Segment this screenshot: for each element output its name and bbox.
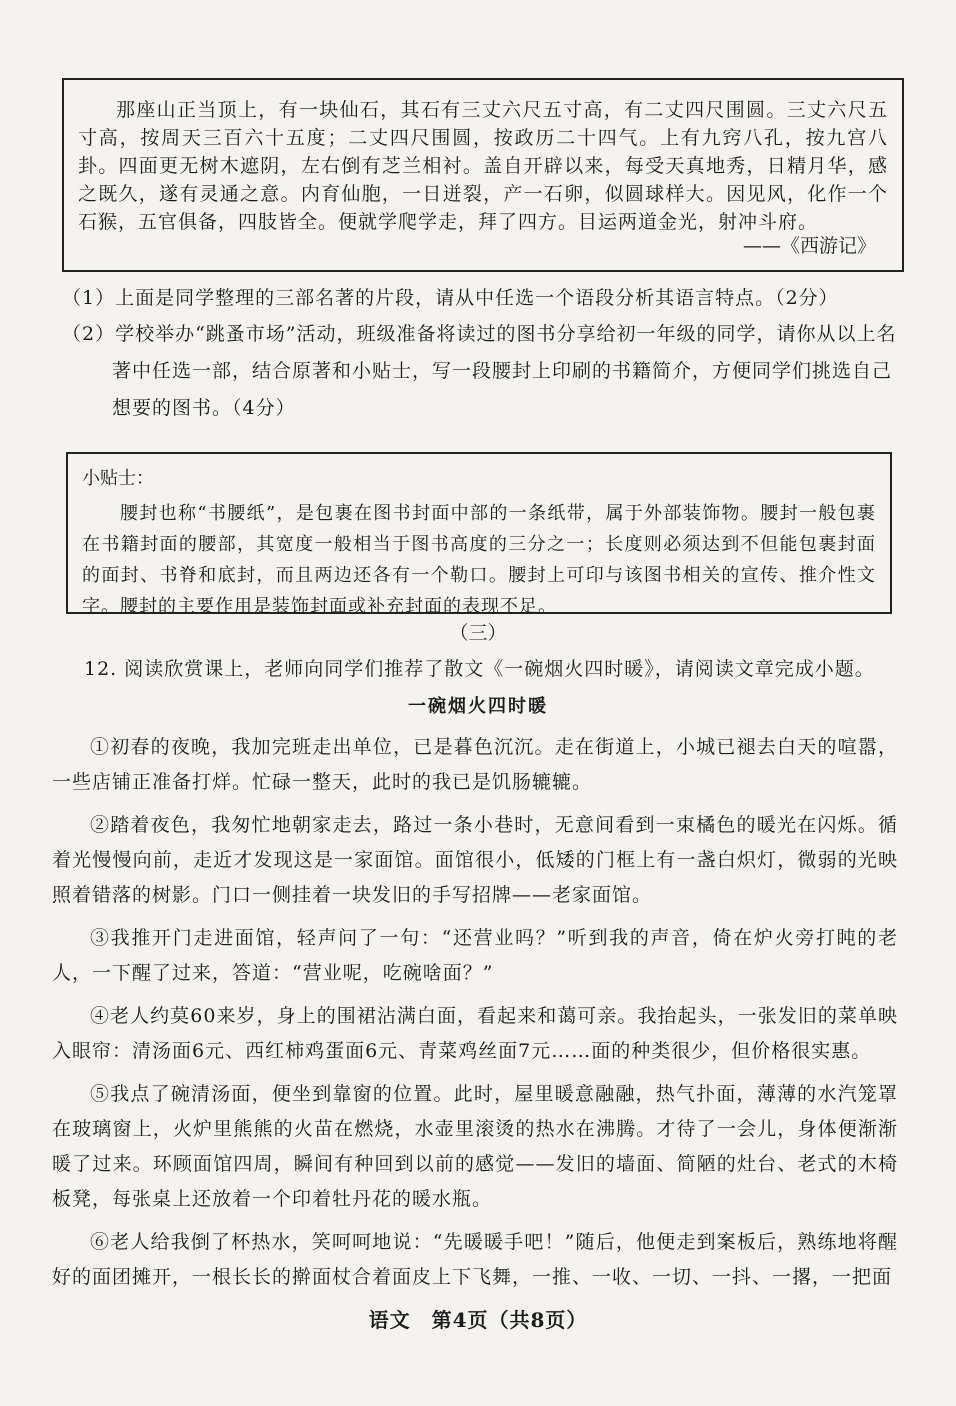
question-1: （1）上面是同学整理的三部名著的片段，请从中任选一个语段分析其语言特点。（2分）	[62, 287, 839, 309]
article-paragraph-2: ②踏着夜色，我匆忙地朝家走去，路过一条小巷时，无意间看到一束橘色的暖光在闪烁。循着光慢慢向前，走近才发现这是一家面馆。面馆很小，低矮的门框上有一盏白炽灯，微弱的光映照着错落的树影。门口一侧挂着一块发旧的手写招牌——老家面馆。	[52, 814, 898, 906]
passage-text: 那座山正当顶上，有一块仙石，其石有三丈六尺五寸高，有二丈四尺围圆。三丈六尺五寸高，按周天三百六十五度；二丈四尺围圆，按政历二十四气。上有九窍八孔，按九宫八卦。四面更无树木遮阴，左右倒有芝兰相衬。盖自开辟以来，每受天真地秀，日精月华，感之既久，遂有灵通之意。内育仙胞，一日迸裂，产一石卵，似圆球样大。因见风，化作一个石猴，五官俱备，四肢皆全。便就学爬学走，拜了四方。目运两道金光，射冲斗府。	[78, 99, 888, 233]
page-footer: 语文 第4页（共8页）	[368, 1308, 588, 1332]
article-paragraph-5: ⑤我点了碗清汤面，便坐到靠窗的位置。此时，屋里暖意融融，热气扑面，薄薄的水汽笼罩在玻璃窗上，火炉里熊熊的火苗在燃烧，水壶里滚烫的热水在沸腾。才待了一会儿，身体便渐渐暖了过来。环顾面馆四周，瞬间有种回到以前的感觉——发旧的墙面、简陋的灶台、老式的木椅板凳，每张桌上还放着一个印着牡丹花的暖水瓶。	[52, 1083, 898, 1210]
question-12-intro: 12. 阅读欣赏课上，老师向同学们推荐了散文《一碗烟火四时暖》，请阅读文章完成小题。	[84, 658, 875, 680]
tip-title: 小贴士：	[82, 468, 154, 489]
question-2: （2）学校举办“跳蚤市场”活动，班级准备将读过的图书分享给初一年级的同学，请你从以上名著中任选一部，结合原著和小贴士，写一段腰封上印刷的书籍简介，方便同学们挑选自己想要的图书。（4分）	[62, 323, 897, 419]
article-title: 一碗烟火四时暖	[408, 696, 548, 717]
section-label: （三）	[449, 622, 507, 644]
article-paragraph-1: ①初春的夜晚，我加完班走出单位，已是暮色沉沉。走在街道上，小城已褪去白天的喧嚣，一些店铺正准备打烊。忙碌一整天，此时的我已是饥肠辘辘。	[52, 736, 898, 793]
article-paragraph-4: ④老人约莫60来岁，身上的围裙沾满白面，看起来和蔼可亲。我抬起头，一张发旧的菜单映入眼帘：清汤面6元、西红柿鸡蛋面6元、青菜鸡丝面7元……面的种类很少，但价格很实惠。	[52, 1005, 898, 1062]
article-paragraph-6: ⑥老人给我倒了杯热水，笑呵呵地说：“先暖暖手吧！”随后，他便走到案板后，熟练地将醒好的面团摊开，一根长长的擀面杖合着面皮上下飞舞，一推、一收、一切、一抖、一撂，一把面	[52, 1231, 898, 1288]
passage-box	[62, 78, 904, 272]
tip-box	[66, 452, 892, 617]
tip-text: 腰封也称“书腰纸”，是包裹在图书封面中部的一条纸带，属于外部装饰物。腰封一般包裹在书籍封面的腰部，其宽度一般相当于图书高度的三分之一；长度则必须达到不但能包裹封面的面封、书脊和底封，而且两边还各有一个勒口。腰封上可印与该图书相关的宣传、推介性文字。腰封的主要作用是装饰封面或补充封面的表现不足。	[82, 503, 876, 617]
passage-source: ——《西游记》	[742, 235, 876, 257]
article-paragraph-3: ③我推开门走进面馆，轻声问了一句：“还营业吗？”听到我的声音，倚在炉火旁打盹的老人，一下醒了过来，答道：“营业呢，吃碗啥面？”	[52, 927, 898, 984]
article-body	[52, 730, 898, 1303]
